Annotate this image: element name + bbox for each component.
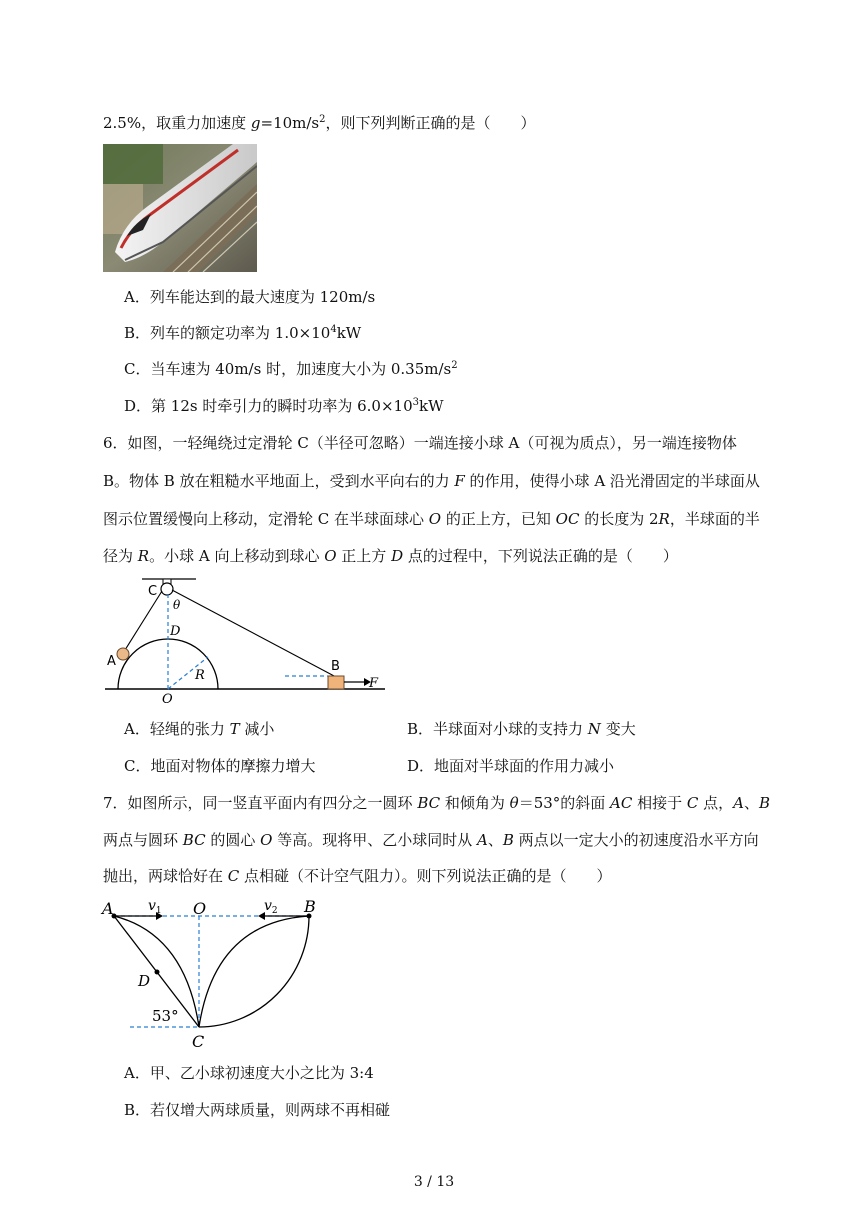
train-photo — [103, 144, 257, 272]
q7-line-3: 抛出，两球恰好在 C 点相碰（不计空气阻力）。则下列说法正确的是（ ） — [103, 867, 612, 885]
rope-to-a — [125, 591, 162, 650]
q6-option-c: C．地面对物体的摩擦力增大 — [124, 757, 316, 775]
label-f: F — [369, 676, 379, 691]
q5-option-a: A．列车能达到的最大速度为 120m/s — [124, 288, 376, 306]
q5-option-b: B．列车的额定功率为 $1.0\times 10^4kW$ — [124, 324, 362, 342]
label-c: C — [192, 1032, 205, 1051]
pulley — [161, 583, 173, 595]
label-d: D — [170, 624, 181, 639]
q7-option-b: B．若仅增大两球质量，则两球不再相碰 — [124, 1101, 391, 1119]
label-v1: $v_1$ — [148, 898, 162, 916]
label-a: A — [107, 654, 116, 669]
q6-option-a: A．轻绳的张力 T 减小 — [124, 720, 275, 738]
q6-line-4: 径为 R。小球 A 向上移动到球心 O 正上方 D 点的过程中，下列说法正确的是（ ） — [103, 547, 678, 565]
label-o: O — [162, 692, 173, 707]
label-b: B — [331, 659, 340, 674]
label-d: D — [138, 972, 151, 990]
point-d — [155, 970, 160, 975]
label-c: C — [148, 584, 158, 599]
q6-line-1: 6．如图，一轻绳绕过定滑轮 C（半径可忽略）一端连接小球 A（可视为质点），另一端连接物体 — [103, 434, 737, 452]
q6-line-2: B。物体 B 放在粗糙水平地面上，受到水平向右的力 F 的作用，使得小球 A 沿光滑固定的半球面从 — [103, 472, 760, 490]
rope-to-b — [172, 590, 336, 677]
q7-line-2: 两点与圆环 BC 的圆心 O 等高。现将甲、乙小球同时从 A、B 两点以一定大小的初速度沿水平方向 — [103, 831, 759, 849]
label-theta: θ — [173, 598, 181, 612]
page-number: 3 / 13 — [413, 1174, 455, 1190]
q6-option-d: D．地面对半球面的作用力减小 — [407, 757, 615, 775]
quarter-ring-bc — [199, 916, 309, 1027]
block-b — [328, 676, 344, 689]
label-b: B — [304, 897, 316, 916]
q6-option-b: B．半球面对小球的支持力 N 变大 — [407, 720, 636, 738]
q7-option-a: A．甲、乙小球初速度大小之比为 3:4 — [124, 1064, 374, 1082]
label-o: O — [193, 899, 207, 918]
q7-line-1: 7．如图所示，同一竖直平面内有四分之一圆环 BC 和倾角为 θ＝53°的斜面 AC 相接于 C 点，A、B — [103, 794, 771, 812]
q7-figure — [100, 894, 330, 1054]
q6-line-3: 图示位置缓慢向上移动，定滑轮 C 在半球面球心 O 的正上方，已知 OC 的长度为 2R，半球面的半 — [103, 510, 760, 528]
q5-option-d: D．第 12s 时牵引力的瞬时功率为 $6.0\times 10^3kW$ — [124, 397, 444, 415]
label-a: A — [102, 899, 114, 918]
label-r: R — [195, 668, 205, 683]
trajectory-b — [199, 916, 309, 1027]
label-v2: $v_2$ — [264, 898, 278, 916]
q5-stem: 2.5%，取重力加速度 $g=10m/s^2$，则下列判断正确的是（ ） — [103, 114, 536, 132]
q6-figure — [100, 574, 395, 709]
q5-option-c: C．当车速为 40m/s 时，加速度大小为 $0.35m/s^2$ — [124, 360, 458, 378]
ball-a — [117, 648, 129, 660]
label-angle: 53° — [152, 1007, 179, 1025]
